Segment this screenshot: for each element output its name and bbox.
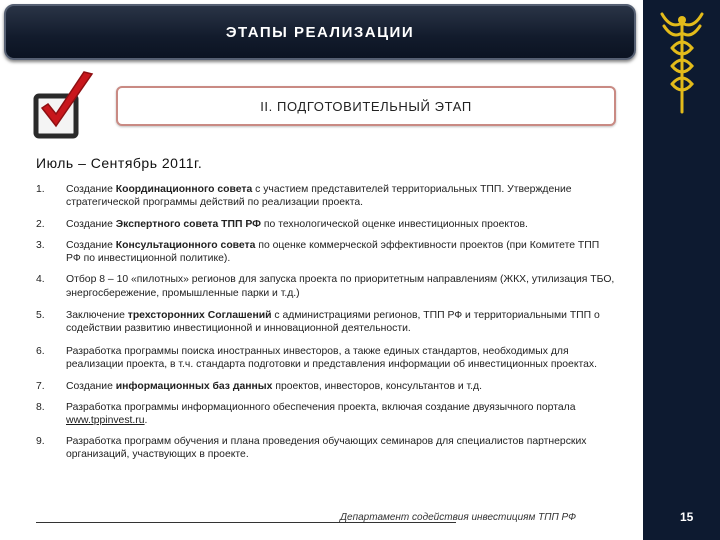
period-heading: Июль – Сентябрь 2011г. xyxy=(36,155,203,171)
list-item-emphasis: Координационного совета xyxy=(115,184,253,195)
stage-label-box xyxy=(116,86,616,126)
red-checkmark-icon xyxy=(28,70,98,142)
list-item-number: 5. xyxy=(36,310,45,322)
list-item-text-part: Заключение xyxy=(66,310,128,322)
list-item xyxy=(36,183,616,210)
list-item-text-part: Разработка программы поиска иностранных инвесторов, а также единых стандартов, необходимых для реализации проекта, в т.ч. стандарта подготовки и представления информации об инвестиционных проектах. xyxy=(66,345,597,370)
title-banner xyxy=(4,4,636,60)
list-item-text xyxy=(66,380,616,393)
list-item-emphasis: информационных баз данных xyxy=(115,381,273,393)
list-item-text-part: . xyxy=(144,414,148,426)
list-item-text-part: Отбор 8 – 10 «пилотных» регионов для запуска проекта по приоритетным направлениям (ЖКХ, утилизация ТБО, энергосбережение, промышленные парки и т.д.) xyxy=(66,274,615,299)
list-item-text xyxy=(66,239,616,266)
list-item xyxy=(36,435,616,462)
list-item-text-part: Создание xyxy=(66,184,116,195)
list-item-number: 9. xyxy=(36,436,45,448)
list-item-number: 6. xyxy=(36,345,45,357)
list-item-text-part: Создание xyxy=(66,218,116,230)
stage-label: II. ПОДГОТОВИТЕЛЬНЫЙ ЭТАП xyxy=(260,98,472,114)
list-item-text xyxy=(66,435,616,462)
list-item-text xyxy=(66,273,616,300)
tasks-list xyxy=(36,183,616,462)
list-item-text xyxy=(66,345,616,372)
list-item-text-part: с администрациями регионов, ТПП РФ и территориальными ТПП о содействии развитию инвестиционной и инновационной деятельности. xyxy=(66,310,600,335)
list-item xyxy=(36,401,616,428)
list-item xyxy=(36,309,616,336)
list-item xyxy=(36,273,616,300)
caduceus-logo-icon xyxy=(660,8,704,118)
list-item-number: 8. xyxy=(36,401,45,413)
list-item-text xyxy=(66,309,616,336)
list-item-number: 1. xyxy=(36,184,45,195)
list-item-text-part: Создание xyxy=(66,239,116,251)
list-item-text xyxy=(66,401,616,428)
portal-link[interactable]: www.tppinvest.ru xyxy=(66,414,145,426)
page-number: 15 xyxy=(680,510,694,524)
list-item-emphasis: Экспертного совета ТПП РФ xyxy=(115,218,262,230)
list-item-text-part: Разработка программ обучения и плана проведения обучающих семинаров для специалистов партнерских организаций, участвующих в проекте. xyxy=(66,436,587,461)
page-title: ЭТАПЫ РЕАЛИЗАЦИИ xyxy=(225,23,415,41)
list-item xyxy=(36,380,616,393)
list-item-emphasis: Консультационного совета xyxy=(115,239,256,251)
list-item-number: 2. xyxy=(36,218,45,230)
list-item xyxy=(36,345,616,372)
list-item xyxy=(36,239,616,266)
list-item-number: 7. xyxy=(36,381,45,393)
list-item-text xyxy=(66,218,616,231)
list-item-number: 4. xyxy=(36,274,45,286)
list-item-text-part: с участием представителей территориальных ТПП. Утверждение стратегической программы действий по реализации проекта. xyxy=(66,184,572,209)
list-item-text xyxy=(66,183,616,210)
list-item xyxy=(36,218,616,231)
list-item-number: 3. xyxy=(36,239,45,251)
footer-department: Департамент содействия инвестициям ТПП РФ xyxy=(340,512,577,523)
list-item-text-part: по технологической оценке инвестиционных проектов. xyxy=(261,218,528,230)
list-item-emphasis: трехсторонних Соглашений xyxy=(127,310,272,322)
list-item-text-part: проектов, инвесторов, консультантов и т.д. xyxy=(272,381,482,393)
list-item-text-part: Создание xyxy=(66,381,116,393)
list-item-text-part: по оценке коммерческой эффективности проектов (при Комитете ТПП РФ по инвестиционной политике). xyxy=(66,239,600,265)
list-item-text-part: Разработка программы информационного обеспечения проекта, включая создание двуязычного портала xyxy=(66,401,576,413)
